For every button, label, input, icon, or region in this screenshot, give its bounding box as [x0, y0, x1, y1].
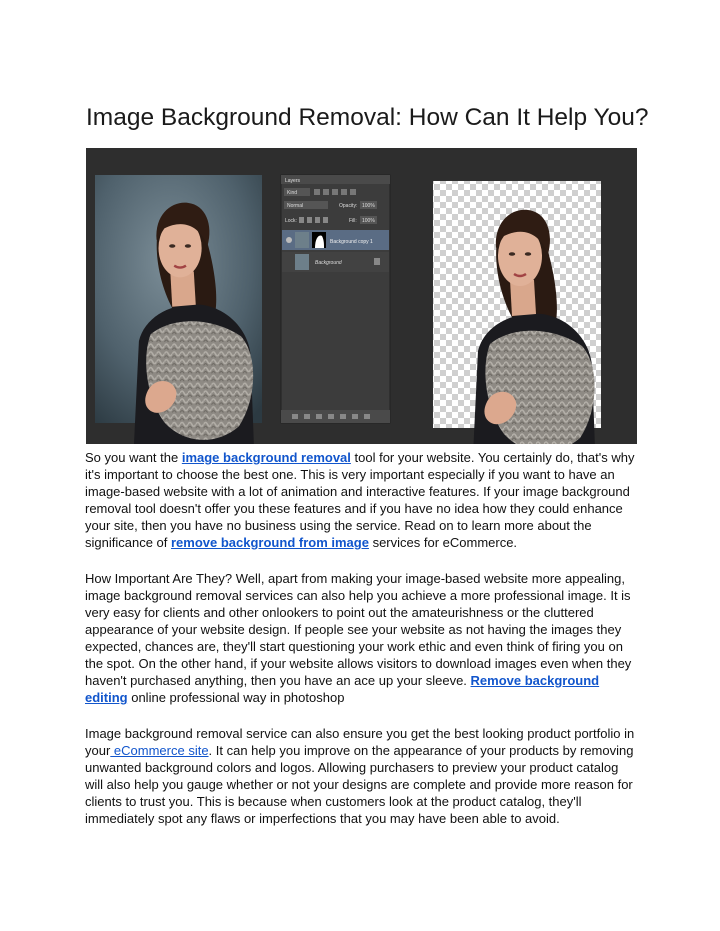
- text-run: . It can help you improve on the appearance of your products by removing unwanted background colors and logos. Allowing purchasers to preview your product catalog will also help you gauge whether or not your designs are complete and provide more reason for clients to trust you. This is because when customers look at the product catalog, they'll immediately spot any flaws or imperfections that you may have been able to avoid.: [85, 743, 634, 826]
- layer-background-copy: Background copy 1: [330, 239, 373, 245]
- paragraph-portfolio: [85, 725, 637, 827]
- text-run: services for eCommerce.: [368, 535, 518, 550]
- opacity-label: Opacity:: [339, 203, 358, 209]
- text-run: How Important Are They? Well, apart from making your image-based website more appealing, image background removal services can also help you achieve a more professional image. It is very easy for clients and other onlookers to point out the amateurishness or the cluttered appearance of your website design. If people see your website as not having the images they expected, chances are, they'll start questioning your work ethic and even think of firing you on the spot. On the other hand, if your website allows visitors to download images even when they haven't purchased anything, then you have an ace up your sleeve.: [85, 571, 632, 688]
- layers-tab-label: Layers: [285, 178, 301, 184]
- article-title: Image Background Removal: How Can It Help You?: [86, 104, 649, 131]
- layers-panel: [281, 175, 390, 423]
- remove-background-editing-link[interactable]: Remove background editing: [85, 673, 600, 705]
- paragraph-intro: [85, 449, 637, 551]
- layer-background: Background: [315, 260, 342, 266]
- fill-label: Fill:: [349, 218, 357, 224]
- image-background-removal-link[interactable]: image background removal: [181, 450, 351, 465]
- ecommerce-site-link[interactable]: eCommerce site: [110, 743, 209, 758]
- before-after-image: [86, 148, 637, 444]
- fill-value: 100%: [362, 218, 375, 224]
- text-run: online professional way in photoshop: [127, 690, 345, 705]
- paragraph-importance: [85, 570, 637, 706]
- background-removed-photo: [433, 181, 601, 444]
- text-run: So you want the: [85, 450, 182, 465]
- text-run: Image background removal service can also ensure you get the best looking product portfolio in your: [85, 726, 635, 758]
- blend-mode: Normal: [287, 203, 304, 209]
- remove-background-from-image-link[interactable]: remove background from image: [171, 535, 369, 550]
- opacity-value: 100%: [362, 203, 375, 209]
- lock-label: Lock:: [285, 218, 297, 224]
- kind-filter: Kind: [287, 190, 298, 196]
- text-run: tool for your website. You certainly do, that's why it's important to choose the best one. This is very important especially if you want to have an image-based website with a lot of animation and interactive features. If your image background removal tool doesn't offer you these features and if you have no idea how they could enhance your site, then you have no business using the service. Read on to learn more about the significance of: [85, 450, 635, 550]
- original-photo: [95, 175, 262, 444]
